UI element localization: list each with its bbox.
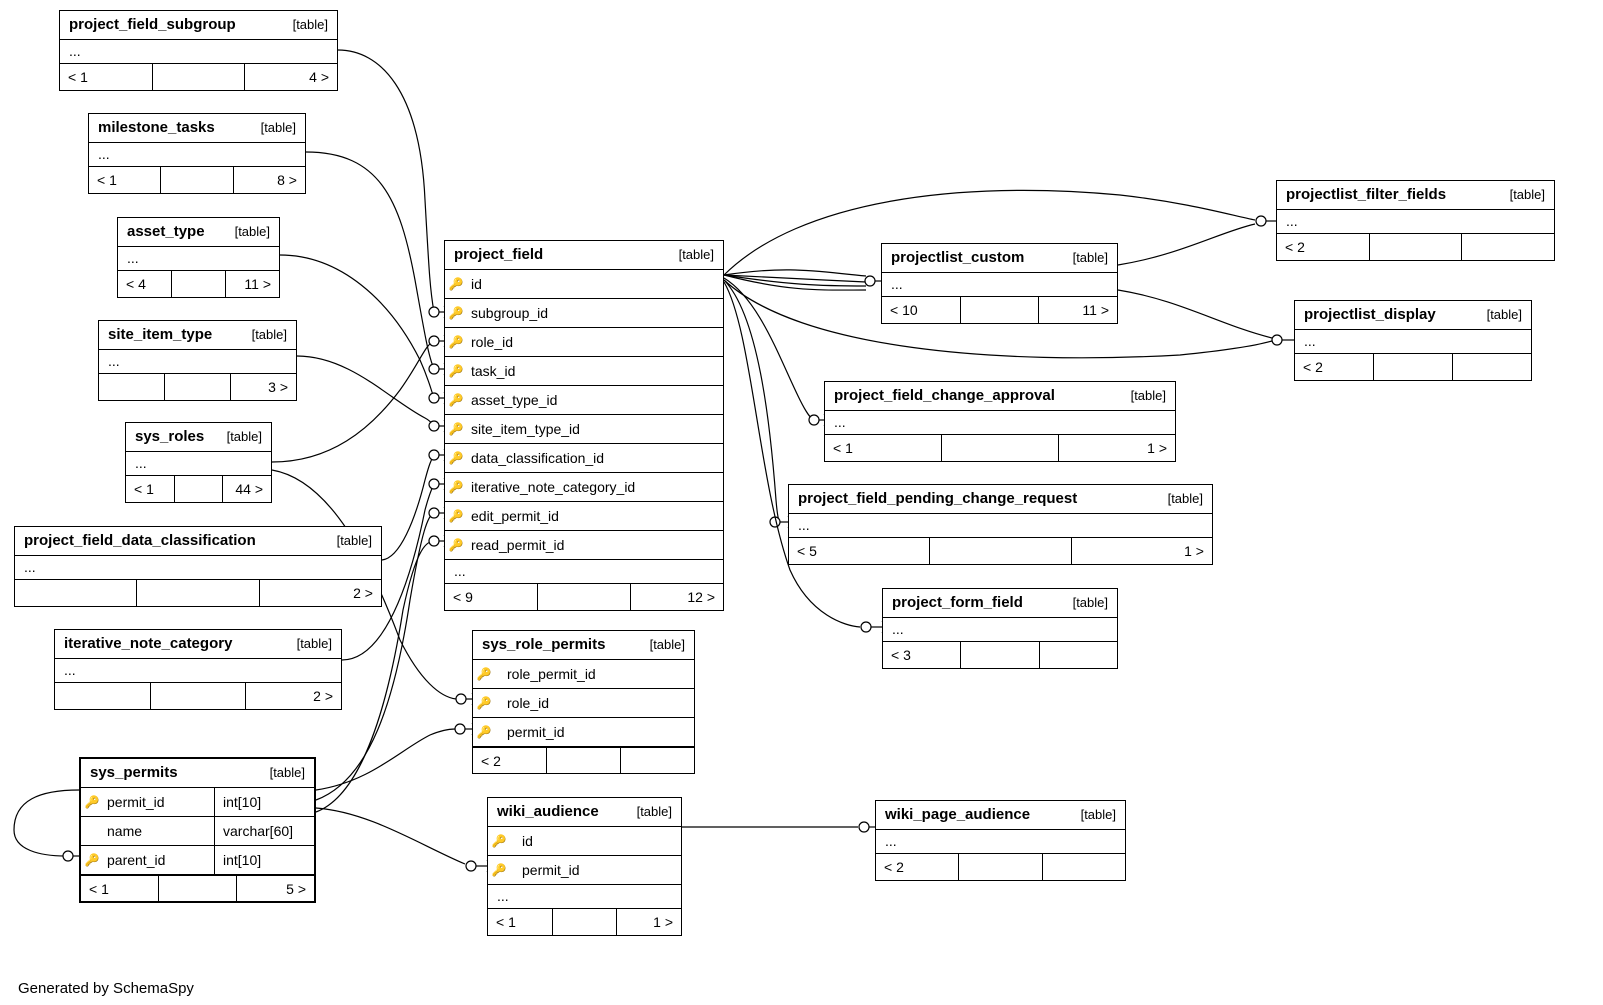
table-footer [876, 854, 1125, 880]
column-name: permit_id [522, 862, 580, 878]
table-tag: [table] [1072, 250, 1108, 265]
footer-right [621, 748, 694, 773]
footer-mid [165, 374, 231, 400]
foreign-key-icon: 🔑 [448, 480, 464, 494]
table-title: sys_roles [135, 428, 205, 445]
foreign-key-icon: 🔑 [448, 306, 464, 320]
column-name: read_permit_id [471, 537, 565, 553]
table-footer [55, 683, 341, 709]
table-footer [1277, 234, 1554, 260]
column-row[interactable] [445, 444, 723, 473]
primary-key-icon: 🔑 [448, 277, 464, 291]
foreign-key-icon: 🔑 [448, 335, 464, 349]
table-milestone_tasks[interactable] [88, 113, 306, 194]
table-title: projectlist_custom [891, 249, 1025, 266]
table-footer [60, 64, 337, 90]
primary-key-icon: 🔑 [491, 834, 507, 848]
footer-left [99, 374, 165, 400]
table-title: project_field_subgroup [69, 16, 236, 33]
footer-mid [930, 538, 1071, 564]
table-footer [81, 875, 314, 901]
column-name: role_permit_id [507, 666, 596, 682]
table-footer [825, 435, 1175, 461]
column-name: name [107, 823, 143, 839]
column-row[interactable] [473, 689, 694, 718]
table-tag: [table] [336, 533, 372, 548]
foreign-key-icon: 🔑 [448, 364, 464, 378]
footer-mid [553, 909, 618, 935]
footer-right [1040, 642, 1117, 668]
footer-left: < 2 [1277, 234, 1370, 260]
table-projectlist_filter_fields[interactable] [1276, 180, 1555, 261]
footer-mid [1370, 234, 1463, 260]
table-ellipsis: ... [60, 40, 337, 64]
table-title: wiki_audience [497, 803, 599, 820]
column-row[interactable] [445, 328, 723, 357]
table-footer [99, 374, 296, 400]
table-title: project_form_field [892, 594, 1023, 611]
table-header [89, 114, 305, 143]
table-header [126, 423, 271, 452]
table-sys_permits[interactable] [79, 757, 316, 903]
column-name: site_item_type_id [471, 421, 580, 437]
footer-right: 5 > [286, 880, 306, 897]
table-tag: [table] [226, 429, 262, 444]
footer-right [1453, 354, 1531, 380]
footer-right: 12 > [687, 589, 715, 605]
table-ellipsis: ... [126, 452, 271, 476]
column-row[interactable] [445, 270, 723, 299]
footer-left: < 1 [89, 167, 161, 193]
table-tag: [table] [1080, 807, 1116, 822]
footer-left: < 1 [825, 435, 942, 461]
table-tag: [table] [234, 224, 270, 239]
footer-mid [961, 297, 1040, 323]
table-projectlist_display[interactable] [1294, 300, 1532, 381]
table-ellipsis: ... [883, 618, 1117, 642]
foreign-key-icon: 🔑 [448, 509, 464, 523]
foreign-key-icon: 🔑 [84, 853, 100, 867]
primary-key-icon: 🔑 [476, 667, 492, 681]
footer-right: 4 > [309, 69, 330, 85]
footer-left: < 2 [1295, 354, 1374, 380]
table-header [99, 321, 296, 350]
foreign-key-icon: 🔑 [448, 422, 464, 436]
column-type: int[10] [214, 788, 314, 816]
table-title: site_item_type [108, 326, 213, 343]
table-footer [445, 584, 723, 610]
column-type: int[10] [214, 846, 314, 874]
column-name: task_id [471, 363, 516, 379]
table-ellipsis: ... [15, 556, 381, 580]
column-row[interactable] [445, 386, 723, 415]
column-name: permit_id [107, 794, 165, 810]
table-header [81, 759, 314, 788]
table-project_field_subgroup[interactable] [59, 10, 338, 91]
column-name: edit_permit_id [471, 508, 559, 524]
column-row[interactable] [445, 357, 723, 386]
footer-mid [151, 683, 247, 709]
table-project_form_field[interactable] [882, 588, 1118, 669]
column-row[interactable] [81, 788, 314, 817]
table-tag: [table] [1486, 307, 1522, 322]
table-footer [473, 747, 694, 773]
column-name: id [471, 276, 482, 292]
footer-left: < 1 [81, 876, 159, 901]
foreign-key-icon: 🔑 [476, 696, 492, 710]
column-row[interactable] [445, 531, 723, 560]
table-ellipsis: ... [882, 273, 1117, 297]
table-footer [15, 580, 381, 606]
table-title: asset_type [127, 223, 205, 240]
generated-by-credit: Generated by SchemaSpy [18, 980, 194, 997]
table-header [883, 589, 1117, 618]
column-type: varchar[60] [214, 817, 314, 845]
table-title: sys_permits [90, 764, 178, 781]
footer-left: < 1 [488, 909, 553, 935]
table-title: project_field_data_classification [24, 532, 256, 549]
footer-mid [159, 876, 237, 901]
table-title: project_field_change_approval [834, 387, 1055, 404]
table-footer [118, 271, 279, 297]
primary-key-icon: 🔑 [84, 795, 100, 809]
table-ellipsis: ... [99, 350, 296, 374]
table-footer [1295, 354, 1531, 380]
table-header [55, 630, 341, 659]
table-tag: [table] [678, 247, 714, 262]
table-footer [883, 642, 1117, 668]
table-tag: [table] [260, 120, 296, 135]
table-header [876, 801, 1125, 830]
table-tag: [table] [251, 327, 287, 342]
column-name: role_id [507, 695, 550, 711]
table-site_item_type[interactable] [98, 320, 297, 401]
footer-left: < 4 [118, 271, 172, 297]
footer-mid [538, 584, 631, 610]
column-row[interactable] [445, 502, 723, 531]
table-asset_type[interactable] [117, 217, 280, 298]
table-projectlist_custom[interactable] [881, 243, 1118, 324]
column-name: id [522, 833, 533, 849]
table-ellipsis: ... [89, 143, 305, 167]
table-tag: [table] [636, 804, 672, 819]
table-header [473, 631, 694, 660]
table-tag: [table] [1509, 187, 1545, 202]
table-ellipsis: ... [876, 830, 1125, 854]
footer-left: < 5 [789, 538, 930, 564]
table-header [789, 485, 1212, 514]
footer-right [1462, 234, 1554, 260]
table-ellipsis: ... [1277, 210, 1554, 234]
footer-left: < 2 [876, 854, 959, 880]
foreign-key-icon: 🔑 [448, 538, 464, 552]
table-tag: [table] [292, 17, 328, 32]
foreign-key-icon: 🔑 [448, 393, 464, 407]
table-tag: [table] [649, 637, 685, 652]
footer-right: 11 > [1082, 302, 1110, 318]
footer-mid [961, 642, 1039, 668]
table-ellipsis: ... [55, 659, 341, 683]
table-header [825, 382, 1175, 411]
table-footer [882, 297, 1117, 323]
footer-right [1043, 854, 1125, 880]
table-project_field_change_approval[interactable] [824, 381, 1176, 462]
footer-right: 8 > [277, 172, 297, 188]
table-header [882, 244, 1117, 273]
table-title: project_field_pending_change_request [798, 490, 1078, 507]
table-wiki_audience[interactable] [487, 797, 682, 936]
footer-right: 2 > [313, 688, 334, 704]
column-row[interactable] [81, 817, 314, 846]
foreign-key-icon: 🔑 [476, 725, 492, 739]
column-row[interactable] [445, 299, 723, 328]
table-footer [89, 167, 305, 193]
footer-right: 2 > [353, 585, 373, 601]
table-header [15, 527, 381, 556]
footer-right: 11 > [244, 276, 271, 292]
table-footer [126, 476, 271, 502]
footer-mid [1374, 354, 1453, 380]
table-title: iterative_note_category [64, 635, 233, 652]
table-title: milestone_tasks [98, 119, 215, 136]
footer-left: < 1 [60, 64, 153, 90]
footer-right: 1 > [1147, 440, 1167, 456]
table-tag: [table] [296, 636, 332, 651]
column-name: role_id [471, 334, 514, 350]
column-name: permit_id [507, 724, 565, 740]
table-title: project_field [454, 246, 544, 263]
table-ellipsis: ... [1295, 330, 1531, 354]
table-tag: [table] [1072, 595, 1108, 610]
table-ellipsis: ... [118, 247, 279, 271]
column-row[interactable] [445, 473, 723, 502]
column-row[interactable] [81, 846, 314, 875]
column-row[interactable] [473, 718, 694, 747]
foreign-key-icon: 🔑 [491, 863, 507, 877]
table-project_field_data_classification[interactable] [14, 526, 382, 607]
table-header [1295, 301, 1531, 330]
table-footer [789, 538, 1212, 564]
table-header [445, 241, 723, 270]
footer-left [15, 580, 137, 606]
table-iterative_note_category[interactable] [54, 629, 342, 710]
column-row[interactable] [488, 856, 681, 885]
footer-left: < 10 [882, 297, 961, 323]
column-row[interactable] [445, 415, 723, 444]
table-header [1277, 181, 1554, 210]
footer-left: < 9 [445, 584, 538, 610]
footer-left: < 2 [473, 748, 547, 773]
footer-mid [137, 580, 259, 606]
table-tag: [table] [269, 765, 305, 780]
table-header [488, 798, 681, 827]
column-row[interactable] [473, 660, 694, 689]
footer-left: < 3 [883, 642, 961, 668]
column-name: data_classification_id [471, 450, 605, 466]
table-ellipsis: ... [789, 514, 1212, 538]
footer-mid [172, 271, 226, 297]
table-tag: [table] [1167, 491, 1203, 506]
foreign-key-icon: 🔑 [448, 451, 464, 465]
table-ellipsis: ... [445, 560, 723, 584]
table-title: sys_role_permits [482, 636, 606, 653]
footer-mid [153, 64, 246, 90]
footer-mid [959, 854, 1042, 880]
footer-left [55, 683, 151, 709]
table-title: wiki_page_audience [885, 806, 1031, 823]
table-sys_role_permits[interactable] [472, 630, 695, 774]
footer-mid [175, 476, 224, 502]
footer-right: 1 > [653, 914, 674, 930]
column-row[interactable] [488, 827, 681, 856]
table-ellipsis: ... [825, 411, 1175, 435]
footer-mid [547, 748, 621, 773]
table-ellipsis: ... [488, 885, 681, 909]
table-wiki_page_audience[interactable] [875, 800, 1126, 881]
footer-right: 3 > [268, 379, 288, 395]
table-project_field[interactable] [444, 240, 724, 611]
column-name: asset_type_id [471, 392, 558, 408]
table-header [118, 218, 279, 247]
table-project_field_pending_change_request[interactable] [788, 484, 1213, 565]
footer-left: < 1 [126, 476, 175, 502]
table-title: projectlist_display [1304, 306, 1436, 323]
footer-right: 1 > [1184, 543, 1204, 559]
table-title: projectlist_filter_fields [1286, 186, 1447, 203]
column-name: iterative_note_category_id [471, 479, 636, 495]
column-name: subgroup_id [471, 305, 549, 321]
table-sys_roles[interactable] [125, 422, 272, 503]
table-tag: [table] [1130, 388, 1166, 403]
table-footer [488, 909, 681, 935]
footer-mid [942, 435, 1059, 461]
table-header [60, 11, 337, 40]
footer-mid [161, 167, 233, 193]
footer-right: 44 > [235, 481, 264, 497]
column-name: parent_id [107, 852, 166, 868]
